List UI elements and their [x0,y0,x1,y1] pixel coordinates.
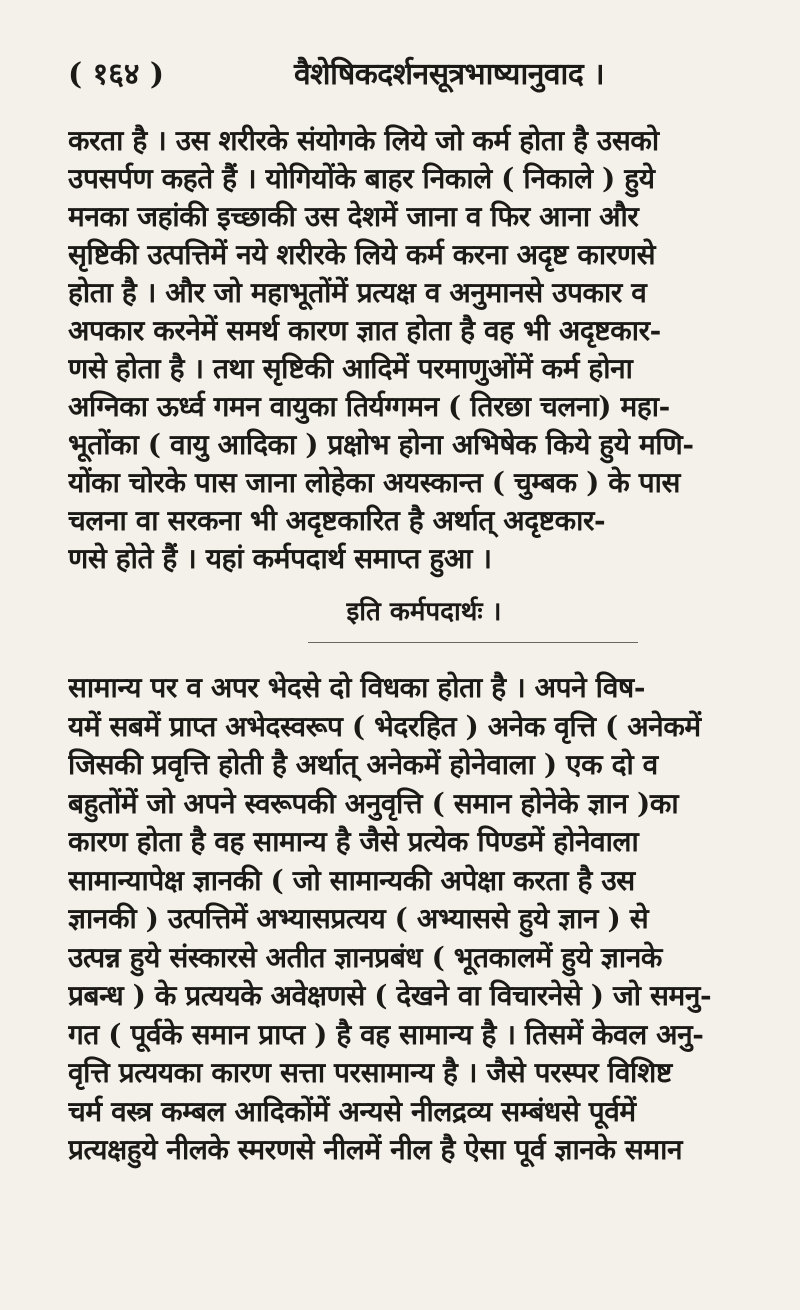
text-line: भूतोंका ( वायु आदिका ) प्रक्षोभ होना अभिषेक किये हुये मणि- [68,428,694,461]
text-line: ज्ञानकी ) उत्पत्तिमें अभ्यासप्रत्यय ( अभ्याससे हुये ज्ञान ) से [68,902,649,935]
paragraph-karma [68,122,760,578]
text-line: सामान्यापेक्ष ज्ञानकी ( जो सामान्यकी अपेक्षा करता है उस [68,863,635,897]
section-end-heading: इति कर्मपदार्थः । [346,597,502,627]
text-line: उत्पन्न हुये संस्कारसे अतीत ज्ञानप्रबंध ( भूतकालमें हुये ज्ञानके [68,940,662,974]
running-title: वैशेषिकदर्शनसूत्रभाष्यानुवाद । [294,57,605,92]
text-line: प्रबन्ध ) के प्रत्ययके अवेक्षणसे ( देखने वा विचारनेसे ) जो समनु- [68,979,712,1012]
text-line: सामान्य पर व अपर भेदसे दो विधका होता है । अपने विष- [68,671,646,704]
text-line: यमें सबमें प्राप्त अभेदस्वरूप ( भेदरहित ) अनेक वृत्ति ( अनेकमें [68,709,701,743]
text-line: चलना वा सरकना भी अदृष्टकारित है अर्थात् अदृष्टकार- [68,504,606,537]
text-line: अपकार करनेमें समर्थ कारण ज्ञात होता है वह भी अदृष्टकार- [68,314,661,347]
text-line: णसे होता है । तथा सृष्टिकी आदिमें परमाणुओंमें कर्म होना [68,352,633,385]
text-line: होता है । और जो महाभूतोंमें प्रत्यक्ष व अनुमानसे उपकार व [68,276,647,309]
text-line: णसे होते हैं । यहां कर्मपदार्थ समाप्त हुआ । [68,542,492,575]
text-line: उपसर्पण कहते हैं । योगियोंके बाहर निकाले ( निकाले ) हुये [68,162,655,195]
text-line: सृष्टिकी उत्पत्तिमें नये शरीरके लिये कर्म करना अदृष्ट कारणसे [68,238,656,271]
text-line: जिसकी प्रवृत्ति होती है अर्थात् अनेकमें होनेवाला ) एक दो व [68,748,658,781]
text-line: योंका चोरके पास जाना लोहेका अयस्कान्त ( चुम्बक ) के पास [68,466,681,499]
text-line: गत ( पूर्वके समान प्राप्त ) है वह सामान्य है । तिसमें केवल अनु- [68,1017,704,1051]
paragraph-samanya [68,669,760,1170]
page-number: ( १६४ ) [68,57,165,92]
text-line: वृत्ति प्रत्ययका कारण सत्ता परसामान्य है । जैसे परस्पर विशिष्ट [68,1056,672,1089]
section-divider [308,642,638,643]
text-line: चर्म वस्त्र कम्बल आदिकोंमें अन्यसे नीलद्रव्य सम्बंधसे पूर्वमें [68,1094,636,1128]
text-line: कारण होता है वह सामान्य है जैसे प्रत्येक पिण्डमें होनेवाला [68,825,639,858]
text-line: अग्निका ऊर्ध्व गमन वायुका तिर्यग्गमन ( तिरछा चलना) महा- [68,390,670,423]
text-line: प्रत्यक्षहुये नीलके स्मरणसे नीलमें नील है ऐसा पूर्व ज्ञानके समान [68,1133,683,1166]
text-line: बहुतोंमें जो अपने स्वरूपकी अनुवृत्ति ( समान होनेके ज्ञान )का [68,786,679,820]
text-line: करता है । उस शरीरके संयोगके लिये जो कर्म होता है उसको [68,124,659,157]
text-line: मनका जहांकी इच्छाकी उस देशमें जाना व फिर आना और [68,200,639,233]
page-header [68,52,760,104]
